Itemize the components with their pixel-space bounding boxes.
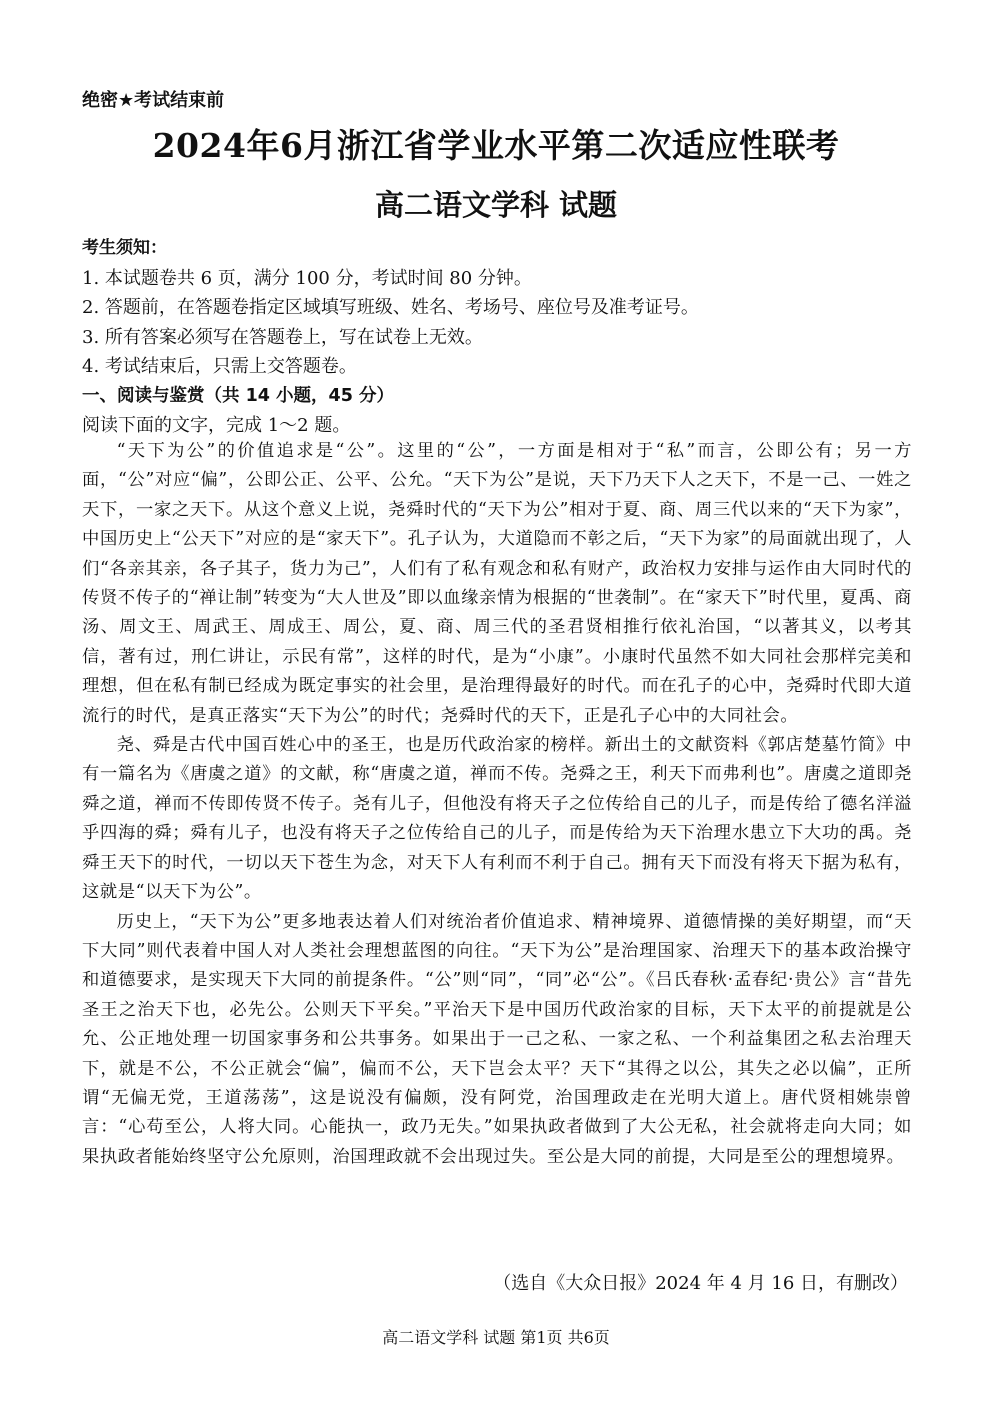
notice-item: 2. 答题前，在答题卷指定区域填写班级、姓名、考场号、座位号及准考证号。 xyxy=(82,297,699,318)
notice-item: 4. 考试结束后，只需上交答题卷。 xyxy=(82,356,357,377)
reading-passage xyxy=(82,437,912,1172)
notice-item: 3. 所有答案必须写在答题卷上，写在试卷上无效。 xyxy=(82,326,483,348)
exam-title: 2024年6月浙江省学业水平第二次适应性联考 xyxy=(152,126,840,165)
passage-paragraph: “天下为公”的价值追求是“公”。这里的“公”，一方面是相对于“私”而言，公即公有；另一方面，“公”对应“偏”，公即公正、公平、公允。“天下为公”是说，天下乃天下人之天下，不是一己、一姓之天下，一家之天下。从这个意义上说，尧舜时代的“天下为公”相对于夏、商、周三代以来的“天下为家”，中国历史上“公天下”对应的是“家天下”。孔子认为，大道隐而不彰之后，“天下为家”的局面就出现了，人们“各亲其亲，各子其子，货力为己”，人们有了私有观念和私有财产，政治权力安排与运作由大同时代的传贤不传子的“禅让制”转变为“大人世及”即以血缘亲情为根据的“世袭制”。在“家天下”时代里，夏禹、商汤、周文王、周武王、周成王、周公，夏、商、周三代的圣君贤相推行依礼治国，“以著其义，以考其信，著有过，刑仁讲让，示民有常”，这样的时代，是为“小康”。小康时代虽然不如大同社会那样完美和理想，但在私有制已经成为既定事实的社会里，是治理得最好的时代。而在孔子的心中，尧舜时代即大道流行的时代，是真正落实“天下为公”的时代；尧舜时代的天下，正是孔子心中的大同社会。 xyxy=(82,441,912,726)
passage-source: （选自《大众日报》2024 年 4 月 16 日，有删改） xyxy=(493,1273,908,1294)
passage-paragraph: 尧、舜是古代中国百姓心中的圣王，也是历代政治家的榜样。新出土的文献资料《郭店楚墓竹简》中有一篇名为《唐虞之道》的文献，称“唐虞之道，禅而不传。尧舜之王，利天下而弗利也”。唐虞之道即尧舜之道，禅而不传即传贤不传子。尧有儿子，但他没有将天子之位传给自己的儿子，而是传给了德名洋溢乎四海的舜；舜有儿子，也没有将天子之位传给自己的儿子，而是传给为天下治理水患立下大功的禹。尧舜王天下的时代，一切以天下苍生为念，对天下人有利而不利于自己。拥有天下而没有将天下据为私有，这就是“以天下为公”。 xyxy=(82,735,912,903)
notice-heading: 考生须知： xyxy=(82,238,167,258)
confidential-label: 绝密★考试结束前 xyxy=(82,90,225,111)
exam-notice xyxy=(82,234,912,441)
passage-paragraph: 历史上，“天下为公”更多地表达着人们对统治者价值追求、精神境界、道德情操的美好期望，而“天下大同”则代表着中国人对人类社会理想蓝图的向往。“天下为公”是治理国家、治理天下的基本政治操守和道德要求，是实现天下大同的前提条件。“公”则“同”，“同”必“公”。《吕氏春秋·孟春纪·贵公》言“昔先圣王之治天下也，必先公。公则天下平矣。”平治天下是中国历代政治家的目标，天下太平的前提就是公允、公正地处理一切国家事务和公共事务。如果出于一己之私、一家之私、一个利益集团之私去治理天下，就是不公，不公正就会“偏”，偏而不公，天下岂会太平？天下“其得之以公，其失之必以偏”，正所谓“无偏无党，王道荡荡”，这是说没有偏颇，没有阿党，治国理政走在光明大道上。唐代贤相姚崇曾言：“心苟至公，人将大同。心能执一，政乃无失。”如果执政者做到了大公无私，社会就将走向大同；如果执政者能始终坚守公允原则，治国理政就不会出现过失。至公是大同的前提，大同是至公的理想境界。 xyxy=(82,911,912,1167)
page-footer: 高二语文学科 试题 第1页 共6页 xyxy=(382,1328,610,1347)
exam-subtitle: 高二语文学科 试题 xyxy=(374,188,618,222)
section-heading: 一、阅读与鉴赏（共 14 小题，45 分） xyxy=(82,385,394,406)
notice-item: 1. 本试题卷共 6 页，满分 100 分，考试时间 80 分钟。 xyxy=(82,267,532,289)
reading-instruction: 阅读下面的文字，完成 1～2 题。 xyxy=(82,415,351,436)
